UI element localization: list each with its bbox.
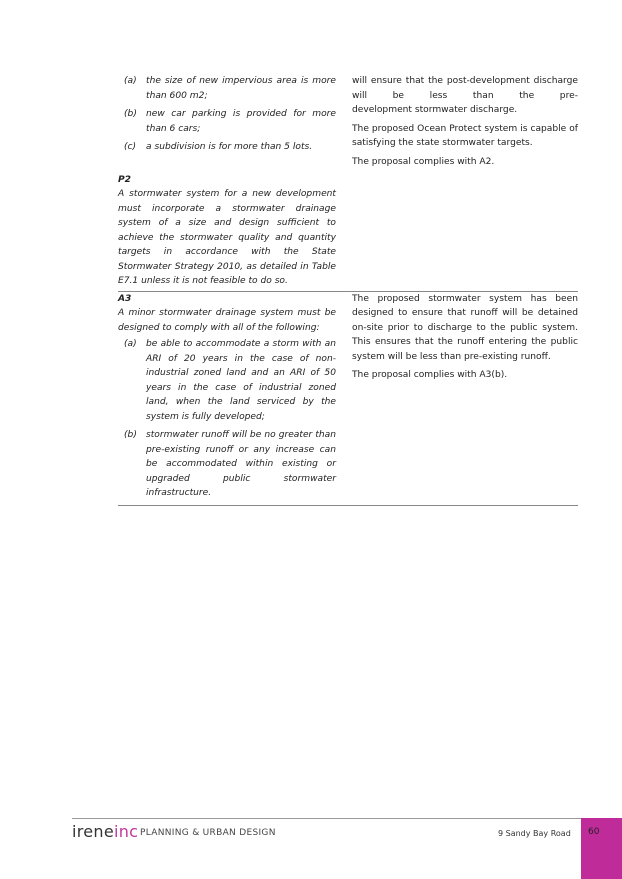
list-item-text: the size of new impervious area is more than 600 m2;	[146, 76, 336, 101]
response-text: The proposed Ocean Protect system is capable of satisfying the state stormwater targets.	[352, 123, 578, 148]
list-item	[118, 140, 336, 155]
brand-tagline: PLANNING & URBAN DESIGN	[140, 828, 276, 838]
brand-name-part1: irene	[72, 822, 114, 841]
p2-text: A stormwater system for a new development must incorporate a stormwater drainage system of a size and design sufficient to achieve the stormwater quality and quantity targets in accordance with the State Stormwater Strategy 2010, as detailed in Table E7.1 unless it is not feasible to do so.	[118, 189, 336, 286]
footer-divider	[72, 818, 582, 819]
response-text: will ensure that the post-development discharge will be less than the pre-	[352, 76, 578, 101]
page-number: 60	[588, 827, 600, 837]
list-item-label: (b)	[124, 430, 137, 440]
a3-heading: A3	[118, 293, 132, 304]
list-item-text: new car parking is provided for more than 6 cars;	[146, 109, 336, 134]
brand-name-part2: inc	[114, 822, 139, 841]
footer-address: 9 Sandy Bay Road	[498, 829, 571, 838]
response-cell	[352, 74, 578, 291]
list-item-label: (c)	[124, 142, 137, 152]
compliance-text: The proposal complies with A3(b).	[352, 370, 508, 380]
criteria-cell	[118, 292, 344, 505]
brand-logo	[72, 822, 138, 842]
list-item-text: stormwater runoff will be no greater than pre-existing runoff or any increase can be accommodated within existing or upgraded public stormwater infrastructure.	[146, 430, 336, 498]
table-row	[118, 74, 578, 291]
list-item-label: (a)	[124, 339, 137, 349]
response-cell	[352, 292, 578, 505]
list-item-label: (b)	[124, 109, 137, 119]
criteria-cell	[118, 74, 344, 291]
compliance-text: The proposal complies with A2.	[352, 156, 495, 167]
list-item-text: a subdivision is for more than 5 lots.	[146, 142, 313, 152]
list-item	[118, 337, 336, 424]
a3-intro: A minor stormwater drainage system must be designed to comply with all of the following:	[118, 308, 336, 333]
assessment-table	[118, 74, 578, 506]
list-item	[118, 107, 336, 136]
p2-heading: P2	[118, 174, 131, 185]
list-item	[118, 428, 336, 501]
response-text: The proposed stormwater system has been designed to ensure that runoff will be detained on-site prior to discharge to the public system. This ensures that the runoff entering the public system will be less than pre-existing runoff.	[352, 293, 578, 362]
list-item-text: be able to accommodate a storm with an ARI of 20 years in the case of non-industrial zoned land and an ARI of 50 years in the case of industrial zoned land, when the land serviced by the system is fully developed;	[146, 339, 336, 422]
table-row	[118, 291, 578, 506]
list-item	[118, 74, 336, 103]
list-item-label: (a)	[124, 76, 137, 86]
response-text: development stormwater discharge.	[352, 105, 518, 115]
